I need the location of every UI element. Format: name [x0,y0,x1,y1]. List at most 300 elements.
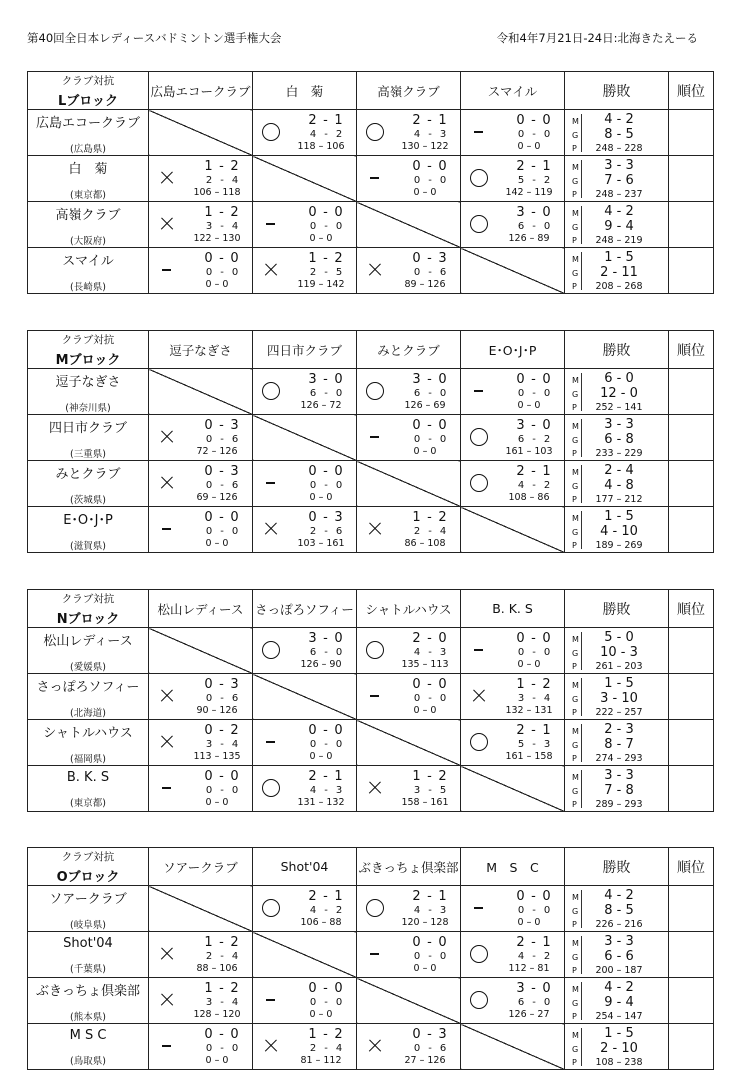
team-name: ぶきっちょ倶楽部 [35,984,140,999]
game-wins-against: 2 [543,175,551,186]
loss-cross-icon [366,779,384,797]
total-matches [585,112,653,127]
summary [565,628,668,673]
total-matches [585,722,653,737]
separator: - [616,645,630,660]
win-circle-icon [470,733,488,751]
g-label: G [572,649,579,658]
match-wins-for: 1 [204,935,214,950]
separator: - [531,935,537,950]
total-points [579,1011,659,1022]
game-wins-against: 0 [543,129,551,140]
match-wins-for: 1 [412,510,422,525]
point-totals [491,233,567,244]
match-wins [509,113,559,128]
point-totals [179,187,255,198]
game-wins-for: 6 [309,388,317,399]
separator: - [323,464,329,479]
game-wins-for: 3 [413,785,421,796]
match-wins-against: 0 [230,1027,240,1042]
team-cell [28,507,149,553]
match-wins [301,769,351,784]
game-wins-for: 6 [413,388,421,399]
point-totals [491,187,567,198]
total-points [579,965,659,976]
game-wins-against: 0 [439,434,447,445]
game-wins [301,267,351,278]
rank-cell [669,415,714,461]
total-points-against: 147 [624,1011,643,1022]
block-name: Mブロック [55,352,121,368]
team-cell [28,156,149,202]
separator: - [531,113,537,128]
p-label: P [572,1058,577,1067]
separator: - [323,113,329,128]
loss-cross-icon [158,687,176,705]
team-row [28,628,714,674]
total-matches [585,1026,653,1041]
match-score [461,156,564,201]
match-cell [357,507,461,553]
draw-dash-icon [470,641,488,659]
game-wins-for: 0 [309,997,317,1008]
point-totals-for: 0 [205,1055,212,1066]
summary-cell [565,461,669,507]
point-totals-against: 126 [219,446,238,457]
match-wins [301,205,351,220]
game-wins-against: 0 [335,388,343,399]
game-wins-against: 4 [543,693,551,704]
separator: - [612,432,626,447]
separator: – [315,279,327,290]
separator: - [427,159,433,174]
draw-dash-icon [262,474,280,492]
match-wins-against: 0 [230,769,240,784]
game-wins [509,480,559,491]
game-wins-for: 0 [413,1043,421,1054]
match-cell [253,461,357,507]
separator: - [324,647,328,658]
separator: - [612,737,626,752]
match-cell [253,369,357,415]
match-cell [149,674,253,720]
match-score [461,978,564,1023]
separator: - [531,889,537,904]
total-points [579,448,659,459]
match-wins-against: 2 [230,159,240,174]
team-prefecture: (三重県) [70,449,106,460]
match-cell [461,978,565,1024]
separator: - [219,205,225,220]
match-score [253,886,356,931]
team-prefecture: (長崎県) [70,282,106,293]
match-wins-against: 0 [334,723,344,738]
match-score [149,415,252,460]
point-totals [387,797,463,808]
match-wins-against: 0 [438,631,448,646]
team-row [28,110,714,156]
total-matches [585,417,653,432]
separator: - [428,647,432,658]
separator: - [532,951,536,962]
total-matches [585,204,653,219]
game-wins-against: 5 [439,785,447,796]
separator: – [523,446,535,457]
total-points-for: 226 [595,919,614,930]
summary-cell [565,248,669,294]
rank-header: 順位 [669,72,714,110]
draw-dash-icon [366,945,384,963]
team-prefecture: (北海道) [70,708,106,719]
game-wins [301,739,351,750]
separator: – [422,400,434,411]
game-wins-against: 0 [543,221,551,232]
match-score [149,1024,252,1069]
match-wins-against: 2 [542,677,552,692]
total-matches-against: 3 [625,158,634,173]
block-corner [28,848,149,886]
game-wins-against: 6 [335,526,343,537]
match-wins [509,464,559,479]
separator: - [612,112,626,127]
total-games [585,386,653,401]
draw-dash-icon [366,169,384,187]
team-row [28,886,714,932]
total-games-for: 12 [600,386,617,401]
total-games-against: 10 [621,1041,638,1056]
match-cell [357,628,461,674]
game-wins-for: 2 [413,526,421,537]
match-cell [149,978,253,1024]
summary-cell [565,202,669,248]
total-games [585,173,653,188]
draw-dash-icon [470,899,488,917]
match-wins-against: 3 [438,1027,448,1042]
point-totals-against: 158 [534,751,553,762]
g-label: G [572,436,579,445]
match-cell [149,248,253,294]
summary [565,369,668,414]
game-wins-against: 0 [439,951,447,962]
separator: – [613,448,625,459]
separator: - [220,175,224,186]
separator: – [211,1009,223,1020]
match-wins-against: 0 [542,418,552,433]
total-matches-against: 5 [625,1026,634,1041]
rank-cell [669,628,714,674]
match-wins-for: 2 [516,723,526,738]
column-team-header: B. K. S [461,590,565,628]
separator: - [428,1043,432,1054]
match-wins-for: 2 [308,889,318,904]
team-prefecture: (鳥取県) [70,1056,106,1067]
total-matches-against: 2 [625,204,634,219]
match-wins-for: 1 [308,1027,318,1042]
point-totals-for: 126 [300,659,319,670]
game-wins-for: 3 [205,739,213,750]
rank-cell [669,886,714,932]
point-totals [491,400,567,411]
draw-dash-icon [262,215,280,233]
total-matches-against: 3 [625,417,634,432]
match-wins [197,723,247,738]
total-games [585,949,653,964]
point-totals-against: 118 [222,187,241,198]
separator: - [608,691,622,706]
separator: - [324,1043,328,1054]
point-totals-for: 126 [508,233,527,244]
point-totals-against: 128 [430,917,449,928]
match-score [149,978,252,1023]
p-label: P [572,403,577,412]
game-wins-for: 4 [413,647,421,658]
game-wins [301,221,351,232]
summary-cell [565,886,669,932]
loss-cross-icon [366,261,384,279]
total-games-for: 10 [600,645,617,660]
m-label: M [572,514,579,523]
game-wins [197,526,247,537]
point-totals-against: 126 [219,492,238,503]
separator: – [613,143,625,154]
total-games [585,903,653,918]
separator: - [220,693,224,704]
game-wins-for: 6 [517,434,525,445]
separator: - [612,888,626,903]
match-cell [357,932,461,978]
point-totals-against: 0 [222,538,229,549]
separator: - [612,934,626,949]
match-wins-for: 0 [412,418,422,433]
game-wins [509,693,559,704]
point-totals-against: 0 [326,751,333,762]
separator: - [427,510,433,525]
block-table [27,330,714,553]
separator: - [428,951,432,962]
separator: – [211,797,223,808]
game-wins-against: 4 [231,997,239,1008]
match-wins-for: 3 [308,372,318,387]
point-totals-against: 81 [537,963,550,974]
total-matches [585,980,653,995]
point-totals [491,446,567,457]
point-totals [179,1055,255,1066]
point-totals-for: 0 [413,446,420,457]
separator: – [416,1055,428,1066]
win-circle-icon [366,123,384,141]
match-wins-against: 1 [542,935,552,950]
point-totals-for: 103 [297,538,316,549]
summary-cell [565,674,669,720]
point-totals [387,279,463,290]
point-totals-against: 126 [219,705,238,716]
tournament-dates: 令和4年7月21日-24日:北海きたえーる [496,31,698,45]
match-cell [253,248,357,294]
match-wins [405,510,455,525]
separator: – [315,538,327,549]
separator: - [324,221,328,232]
match-wins-for: 0 [308,723,318,738]
team-cell [28,978,149,1024]
separator: – [613,707,625,718]
summary-cell [565,415,669,461]
total-points-for: 248 [595,235,614,246]
point-totals [387,659,463,670]
match-wins-against: 1 [542,723,552,738]
game-wins-against: 0 [335,647,343,658]
team-prefecture: (大阪府) [70,236,106,247]
separator: - [612,722,626,737]
separator: – [419,446,431,457]
game-wins-against: 6 [439,267,447,278]
total-matches-for: 2 [604,463,613,478]
match-score [149,674,252,719]
g-label: G [572,482,579,491]
separator: – [315,141,327,152]
game-wins-against: 0 [335,480,343,491]
game-wins-for: 0 [413,267,421,278]
separator: – [208,963,220,974]
match-score [461,932,564,977]
game-wins-against: 4 [231,951,239,962]
point-totals [283,659,359,670]
column-team-header: みとクラブ [357,331,461,369]
separator: - [532,175,536,186]
self-match-cell [461,248,565,294]
separator: – [613,753,625,764]
match-wins-for: 0 [412,251,422,266]
separator: - [427,935,433,950]
point-totals [387,917,463,928]
point-totals-for: 161 [505,751,524,762]
match-score [253,202,356,247]
point-totals-for: 0 [517,917,524,928]
total-matches-against: 0 [625,371,634,386]
separator: - [532,129,536,140]
point-totals-against: 122 [430,141,449,152]
total-matches-against: 3 [625,934,634,949]
summary [565,886,668,931]
total-points-against: 228 [624,143,643,154]
total-points [579,661,659,672]
match-cell [149,507,253,553]
total-matches-for: 1 [604,509,613,524]
point-totals [283,751,359,762]
self-match-cell [357,461,461,507]
game-wins-for: 2 [309,267,317,278]
game-wins-for: 5 [517,739,525,750]
match-wins-for: 2 [516,464,526,479]
total-matches-against: 3 [625,722,634,737]
match-wins-for: 0 [204,769,214,784]
win-circle-icon [470,215,488,233]
game-wins [405,267,455,278]
p-label: P [572,190,577,199]
point-totals-against: 103 [534,446,553,457]
separator: - [427,372,433,387]
rank-cell [669,156,714,202]
point-totals [491,141,567,152]
match-wins-against: 2 [230,723,240,738]
separator: - [612,676,626,691]
game-wins-for: 2 [205,951,213,962]
separator: - [612,630,626,645]
total-points [579,235,659,246]
total-points-against: 293 [624,753,643,764]
match-wins-against: 2 [334,1027,344,1042]
point-totals-for: 69 [196,492,209,503]
game-wins-for: 0 [517,905,525,916]
match-score [253,720,356,765]
g-label: G [572,907,579,916]
point-totals [491,751,567,762]
total-matches [585,888,653,903]
match-wins-for: 1 [204,205,214,220]
game-wins-against: 0 [543,388,551,399]
match-wins [509,723,559,738]
match-wins [301,510,351,525]
game-wins-for: 0 [517,647,525,658]
block-table [27,589,714,812]
match-cell [357,674,461,720]
point-totals-against: 88 [329,917,342,928]
point-totals-for: 131 [297,797,316,808]
total-matches-for: 6 [604,371,613,386]
p-label: P [572,541,577,550]
match-cell [253,110,357,156]
separator: - [428,129,432,140]
point-totals [179,705,255,716]
g-label: G [572,269,579,278]
m-label: M [572,773,579,782]
separator: - [219,159,225,174]
separator: – [523,400,535,411]
team-row [28,766,714,812]
match-wins [301,889,351,904]
point-totals-for: 0 [309,751,316,762]
game-wins-for: 0 [517,388,525,399]
game-wins [197,997,247,1008]
match-wins-for: 2 [516,935,526,950]
match-score [253,1024,356,1069]
separator: - [427,113,433,128]
draw-dash-icon [158,779,176,797]
separator: – [613,965,625,976]
total-games-against: 7 [625,737,634,752]
match-wins-against: 1 [542,464,552,479]
total-points-for: 200 [595,965,614,976]
separator: - [220,739,224,750]
game-wins-against: 0 [439,693,447,704]
point-totals-for: 72 [196,446,209,457]
point-totals-against: 161 [430,797,449,808]
total-points-for: 248 [595,143,614,154]
total-matches-for: 4 [604,888,613,903]
point-totals-for: 0 [517,659,524,670]
loss-cross-icon [158,945,176,963]
match-wins-for: 0 [204,1027,214,1042]
total-matches [585,768,653,783]
game-wins [301,129,351,140]
total-points-for: 248 [595,189,614,200]
total-points-for: 289 [595,799,614,810]
total-points-for: 274 [595,753,614,764]
total-matches-for: 3 [604,417,613,432]
self-match-cell [461,507,565,553]
match-score [253,628,356,673]
match-score [253,978,356,1023]
game-wins-for: 0 [205,267,213,278]
